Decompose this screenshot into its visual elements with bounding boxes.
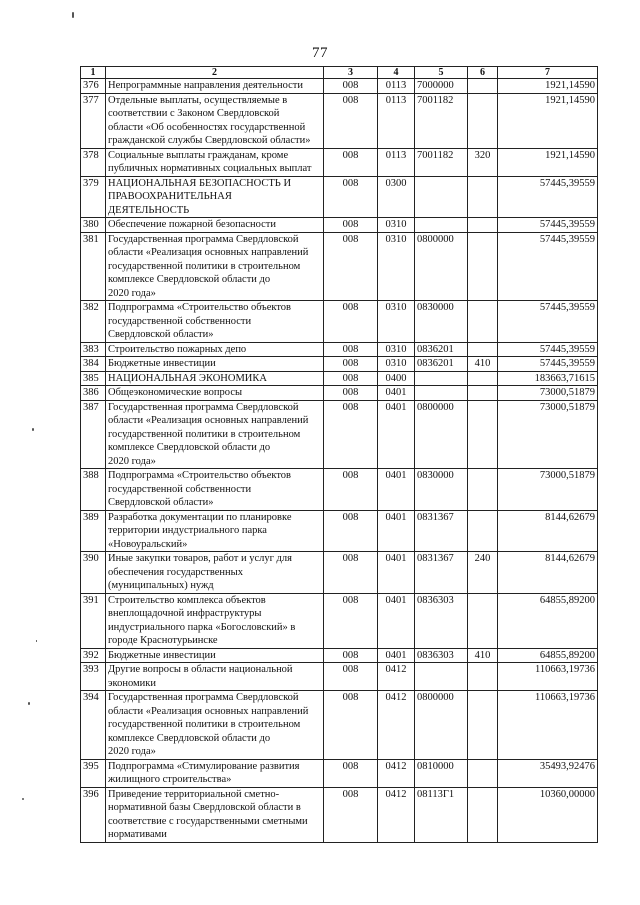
table-row [81,342,598,357]
row-admin-code: 008 [324,176,378,218]
row-name: Государственная программа Свердловской области «Реализация основных направлений государственной политики в строительном комплексе Свердловской области до 2020 года» [106,691,324,760]
row-target-code [415,386,468,401]
row-section-code: 0400 [378,371,415,386]
row-expense-type [468,371,498,386]
table-row [81,357,598,372]
row-section-code: 0401 [378,648,415,663]
row-amount: 57445,39559 [498,357,598,372]
row-admin-code: 008 [324,552,378,594]
row-number: 395 [81,759,106,787]
row-admin-code: 008 [324,386,378,401]
row-expense-type [468,301,498,343]
row-section-code: 0401 [378,510,415,552]
col-header: 4 [378,67,415,79]
row-number: 390 [81,552,106,594]
row-admin-code: 008 [324,357,378,372]
row-expense-type: 320 [468,148,498,176]
row-admin-code: 008 [324,648,378,663]
row-target-code: 0800000 [415,232,468,301]
table-row [81,510,598,552]
row-section-code: 0401 [378,593,415,648]
row-expense-type [468,663,498,691]
table-row [81,148,598,176]
col-header: 2 [106,67,324,79]
row-expense-type [468,342,498,357]
row-target-code: 7001182 [415,93,468,148]
row-amount: 64855,89200 [498,593,598,648]
row-amount: 57445,39559 [498,218,598,233]
row-target-code: 0830000 [415,469,468,511]
row-target-code: 0836201 [415,342,468,357]
row-amount: 64855,89200 [498,648,598,663]
row-admin-code: 008 [324,510,378,552]
row-expense-type [468,386,498,401]
row-amount: 8144,62679 [498,552,598,594]
row-name: Разработка документации по планировке территории индустриального парка «Новоуральский» [106,510,324,552]
row-amount: 73000,51879 [498,469,598,511]
page-number: 77 [312,45,328,61]
table-row [81,218,598,233]
row-target-code: 0836303 [415,593,468,648]
row-number: 391 [81,593,106,648]
row-section-code: 0310 [378,357,415,372]
row-admin-code: 008 [324,218,378,233]
table-row [81,648,598,663]
row-expense-type [468,759,498,787]
row-target-code: 7001182 [415,148,468,176]
row-section-code: 0412 [378,759,415,787]
row-target-code: 0831367 [415,552,468,594]
row-section-code: 0310 [378,342,415,357]
row-name: Строительство комплекса объектов внеплощадочной инфраструктуры индустриального парка «Богословский» в городе Краснотурьинске [106,593,324,648]
row-number: 380 [81,218,106,233]
row-name: Строительство пожарных депо [106,342,324,357]
row-admin-code: 008 [324,342,378,357]
row-expense-type [468,469,498,511]
row-number: 392 [81,648,106,663]
row-number: 377 [81,93,106,148]
row-admin-code: 008 [324,469,378,511]
row-target-code: 08113Г1 [415,787,468,842]
row-number: 376 [81,79,106,94]
row-section-code: 0401 [378,552,415,594]
row-amount: 57445,39559 [498,176,598,218]
row-admin-code: 008 [324,691,378,760]
row-number: 381 [81,232,106,301]
row-amount: 10360,00000 [498,787,598,842]
table-row [81,371,598,386]
row-amount: 57445,39559 [498,342,598,357]
row-admin-code: 008 [324,400,378,469]
row-target-code: 0830000 [415,301,468,343]
row-number: 383 [81,342,106,357]
row-target-code [415,663,468,691]
row-section-code: 0300 [378,176,415,218]
row-admin-code: 008 [324,93,378,148]
row-name: Подпрограмма «Строительство объектов государственной собственности Свердловской области» [106,301,324,343]
row-amount: 8144,62679 [498,510,598,552]
row-target-code [415,218,468,233]
table-row [81,400,598,469]
row-section-code: 0310 [378,232,415,301]
row-amount: 1921,14590 [498,79,598,94]
row-section-code: 0412 [378,663,415,691]
row-admin-code: 008 [324,759,378,787]
row-name: Другие вопросы в области национальной экономики [106,663,324,691]
row-number: 384 [81,357,106,372]
row-expense-type [468,593,498,648]
table-row [81,232,598,301]
table-row [81,386,598,401]
row-expense-type [468,176,498,218]
budget-table [80,66,598,843]
row-amount: 57445,39559 [498,301,598,343]
table-row [81,469,598,511]
row-section-code: 0401 [378,469,415,511]
row-expense-type [468,787,498,842]
col-header: 5 [415,67,468,79]
row-name: НАЦИОНАЛЬНАЯ ЭКОНОМИКА [106,371,324,386]
row-expense-type: 240 [468,552,498,594]
row-section-code: 0310 [378,301,415,343]
row-admin-code: 008 [324,787,378,842]
row-admin-code: 008 [324,79,378,94]
row-amount: 183663,71615 [498,371,598,386]
row-name: Бюджетные инвестиции [106,648,324,663]
row-target-code: 0800000 [415,400,468,469]
row-section-code: 0113 [378,93,415,148]
row-expense-type [468,79,498,94]
row-name: Непрограммные направления деятельности [106,79,324,94]
row-target-code [415,176,468,218]
row-admin-code: 008 [324,148,378,176]
row-target-code: 7000000 [415,79,468,94]
row-name: Подпрограмма «Стимулирование развития жилищного строительства» [106,759,324,787]
table-body [81,79,598,843]
col-header: 1 [81,67,106,79]
row-number: 394 [81,691,106,760]
row-number: 386 [81,386,106,401]
row-number: 385 [81,371,106,386]
row-expense-type: 410 [468,648,498,663]
row-expense-type [468,691,498,760]
row-section-code: 0113 [378,148,415,176]
table-row [81,552,598,594]
col-header: 3 [324,67,378,79]
row-name: Отдельные выплаты, осуществляемые в соответствии с Законом Свердловской области «Об особенностях государственной гражданской службы Свердловской области» [106,93,324,148]
row-name: Подпрограмма «Строительство объектов государственной собственности Свердловской области» [106,469,324,511]
row-expense-type [468,400,498,469]
table-row [81,93,598,148]
table-row [81,79,598,94]
table-row [81,593,598,648]
row-name: Бюджетные инвестиции [106,357,324,372]
row-name: Общеэкономические вопросы [106,386,324,401]
row-target-code [415,371,468,386]
table-header-row [81,67,598,79]
row-number: 396 [81,787,106,842]
row-number: 379 [81,176,106,218]
row-name: Государственная программа Свердловской области «Реализация основных направлений государственной политики в строительном комплексе Свердловской области до 2020 года» [106,400,324,469]
table-row [81,176,598,218]
row-name: Социальные выплаты гражданам, кроме публичных нормативных социальных выплат [106,148,324,176]
row-target-code: 0836201 [415,357,468,372]
row-amount: 110663,19736 [498,663,598,691]
table-row [81,787,598,842]
row-amount: 73000,51879 [498,386,598,401]
row-admin-code: 008 [324,371,378,386]
row-section-code: 0401 [378,386,415,401]
row-admin-code: 008 [324,663,378,691]
row-section-code: 0113 [378,79,415,94]
row-expense-type [468,93,498,148]
row-number: 389 [81,510,106,552]
table-row [81,663,598,691]
row-number: 388 [81,469,106,511]
row-expense-type [468,232,498,301]
row-name: Государственная программа Свердловской области «Реализация основных направлений государственной политики в строительном комплексе Свердловской области до 2020 года» [106,232,324,301]
row-target-code: 0800000 [415,691,468,760]
row-name: Иные закупки товаров, работ и услуг для обеспечения государственных (муниципальных) нужд [106,552,324,594]
row-admin-code: 008 [324,301,378,343]
row-admin-code: 008 [324,232,378,301]
row-amount: 35493,92476 [498,759,598,787]
row-amount: 1921,14590 [498,148,598,176]
row-name: НАЦИОНАЛЬНАЯ БЕЗОПАСНОСТЬ И ПРАВООХРАНИТЕЛЬНАЯ ДЕЯТЕЛЬНОСТЬ [106,176,324,218]
row-amount: 1921,14590 [498,93,598,148]
row-section-code: 0412 [378,691,415,760]
row-target-code: 0810000 [415,759,468,787]
row-amount: 57445,39559 [498,232,598,301]
row-amount: 110663,19736 [498,691,598,760]
row-amount: 73000,51879 [498,400,598,469]
row-section-code: 0401 [378,400,415,469]
row-name: Приведение территориальной сметно- нормативной базы Свердловской области в соответствие с государственными сметными нормативами [106,787,324,842]
row-expense-type [468,218,498,233]
row-number: 382 [81,301,106,343]
table-row [81,759,598,787]
row-target-code: 0836303 [415,648,468,663]
row-name: Обеспечение пожарной безопасности [106,218,324,233]
row-number: 387 [81,400,106,469]
row-number: 378 [81,148,106,176]
row-section-code: 0412 [378,787,415,842]
row-admin-code: 008 [324,593,378,648]
row-expense-type [468,510,498,552]
row-expense-type: 410 [468,357,498,372]
col-header: 7 [498,67,598,79]
table-row [81,301,598,343]
row-number: 393 [81,663,106,691]
row-target-code: 0831367 [415,510,468,552]
col-header: 6 [468,67,498,79]
table-row [81,691,598,760]
row-section-code: 0310 [378,218,415,233]
